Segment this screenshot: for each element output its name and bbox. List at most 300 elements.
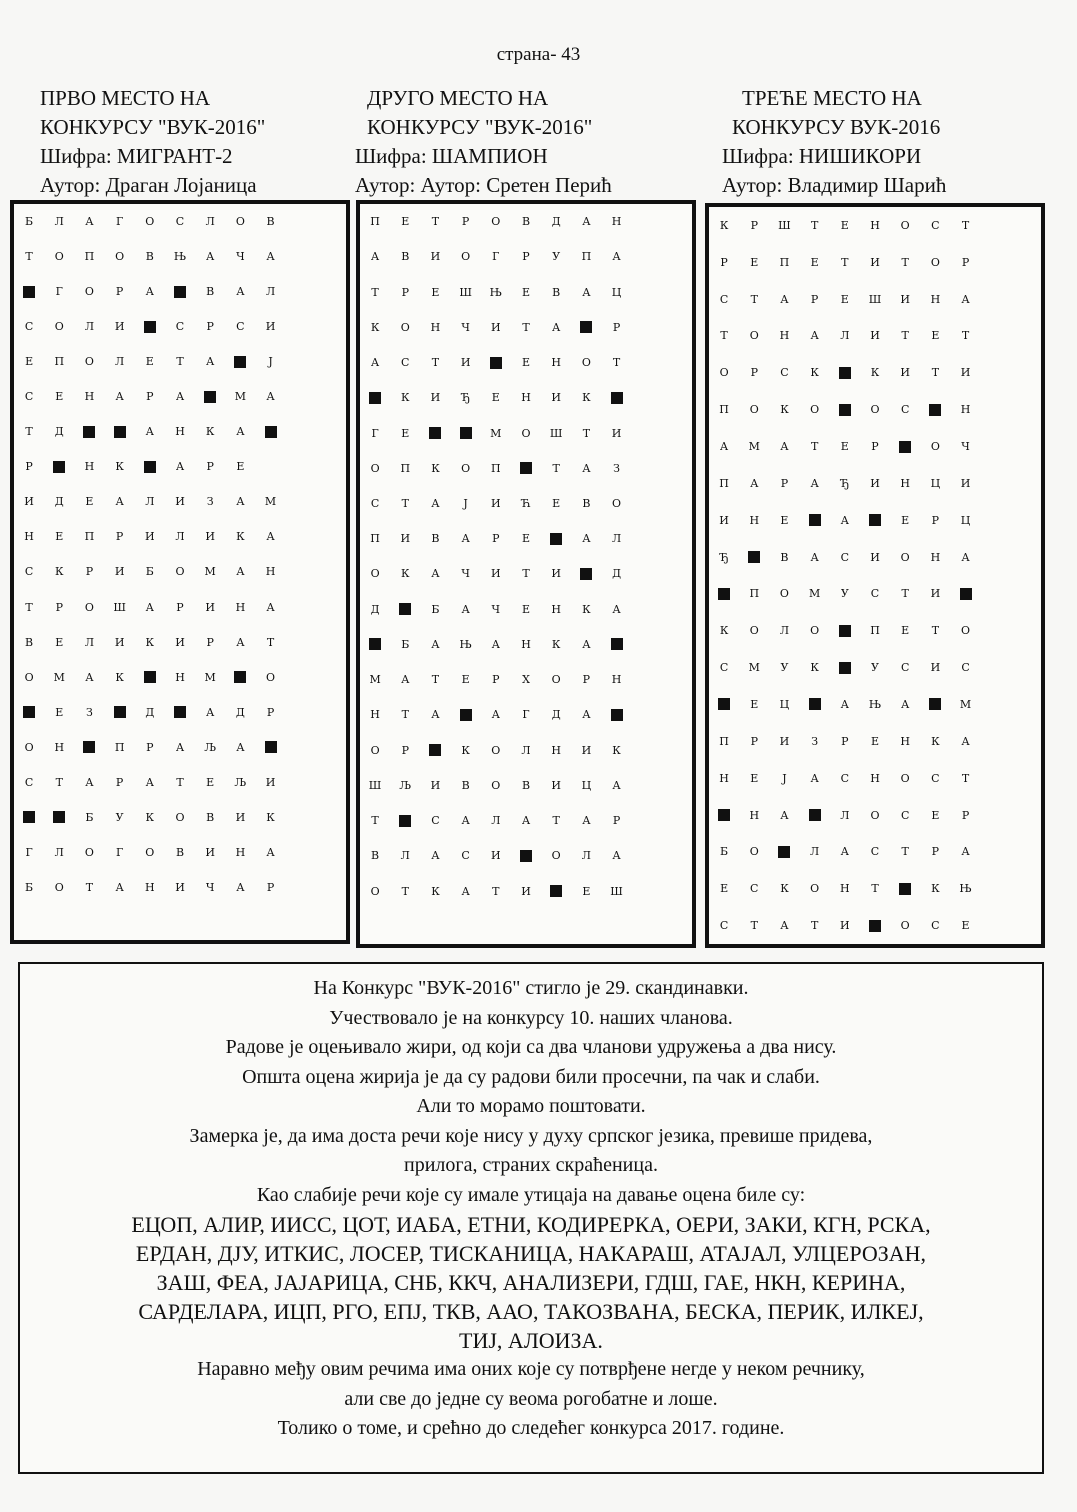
grid-cell: Т: [901, 845, 909, 859]
black-square-icon: [830, 649, 860, 686]
grid-cell: [571, 909, 601, 944]
black-square-icon: [511, 838, 541, 873]
grid-cell: [1011, 833, 1041, 870]
third-place-header: [722, 84, 946, 200]
grid-cell: [981, 207, 1011, 244]
grid-cell: И: [521, 884, 531, 898]
grid-cell: З: [86, 705, 93, 719]
grid-cell: Р: [206, 320, 214, 334]
grid-cell: Ш: [610, 884, 623, 898]
grid-cell: [225, 905, 255, 940]
grid-cell: О: [491, 778, 501, 792]
grid-cell: О: [521, 426, 531, 440]
black-square-icon: [890, 870, 920, 907]
grid-cell: Р: [612, 320, 621, 334]
grid-cell: [286, 730, 316, 765]
grid-cell: [632, 239, 662, 274]
black-square-icon: [800, 797, 830, 834]
grid-cell: О: [491, 743, 501, 757]
grid-cell: [981, 686, 1011, 723]
grid-cell: Е: [901, 513, 910, 527]
grid-cell: И: [551, 567, 561, 581]
grid-cell: О: [24, 670, 34, 684]
grid-cell: Т: [176, 775, 184, 789]
grid-cell: О: [612, 497, 622, 511]
grid-cell: Е: [55, 635, 64, 649]
grid-cell: Е: [461, 673, 470, 687]
grid-cell: Л: [840, 329, 850, 343]
grid-cell: А: [810, 550, 819, 564]
grid-cell: [135, 905, 165, 940]
grid-cell: П: [719, 476, 729, 490]
grid-cell: Р: [461, 215, 470, 229]
grid-cell: [1011, 318, 1041, 355]
grid-cell: [632, 486, 662, 521]
grid-cell: [632, 415, 662, 450]
black-square-icon: [74, 414, 104, 449]
closing-line: Наравно међу овим речима има оних које су потврђене негде у неком речнику,: [197, 1358, 865, 1380]
grid-cell: Т: [25, 425, 33, 439]
note-line: Као слабије речи које су имале утицаја на давање оцена биле су:: [256, 1183, 806, 1206]
grid-cell: Л: [265, 285, 276, 299]
black-square-icon: [165, 695, 195, 730]
grid-cell: И: [491, 849, 501, 863]
grid-cell: Д: [54, 495, 64, 509]
black-square-icon: [739, 539, 769, 576]
grid-cell: И: [400, 532, 411, 546]
weak-words-line: ТИЈ, АЛОИЗА.: [459, 1328, 603, 1353]
black-square-icon: [360, 380, 390, 415]
grid-cell: Т: [810, 218, 819, 232]
grid-cell: В: [401, 250, 410, 264]
grid-cell: Д: [145, 705, 155, 719]
grid-cell: А: [236, 565, 245, 579]
grid-cell: Г: [371, 426, 379, 440]
grid-cell: А: [175, 740, 185, 754]
grid-cell: [981, 539, 1011, 576]
grid-cell: Т: [431, 356, 440, 370]
black-square-icon: [541, 874, 571, 909]
grid-cell: К: [205, 425, 215, 439]
grid-cell: [286, 309, 316, 344]
grid-cell: [390, 909, 420, 944]
grid-cell: О: [24, 740, 34, 754]
grid-cell: Е: [55, 705, 64, 719]
grid-cell: Н: [551, 743, 561, 757]
grid-cell: [286, 449, 316, 484]
grid-cell: И: [551, 778, 561, 792]
grid-cell: И: [870, 550, 880, 564]
grid-cell: С: [931, 218, 940, 232]
grid-cell: С: [900, 661, 910, 675]
black-square-icon: [860, 502, 890, 539]
grid-cell: А: [719, 440, 729, 454]
grid-cell: Р: [931, 513, 940, 527]
grid-cell: Н: [870, 771, 880, 785]
grid-cell: З: [811, 734, 819, 748]
black-square-icon: [225, 344, 255, 379]
black-square-icon: [74, 730, 104, 765]
grid-cell: И: [581, 743, 592, 757]
grid-cell: [632, 204, 662, 239]
black-square-icon: [135, 660, 165, 695]
page-number: страна- 43: [496, 44, 581, 65]
grid-cell: Њ: [868, 697, 882, 711]
grid-cell: Л: [810, 845, 820, 859]
grid-cell: Р: [55, 600, 63, 614]
grid-cell: А: [461, 814, 470, 828]
grid-cell: В: [431, 532, 440, 546]
grid-cell: [316, 730, 346, 765]
grid-cell: [1011, 354, 1041, 391]
grid-cell: А: [431, 567, 440, 581]
grid-cell: С: [719, 292, 729, 306]
grid-cell: А: [612, 602, 621, 616]
grid-cell: А: [582, 637, 591, 651]
grid-cell: Н: [900, 734, 910, 748]
grid-cell: Л: [145, 495, 155, 509]
grid-cell: А: [401, 673, 410, 687]
grid-cell: [286, 590, 316, 625]
grid-cell: [981, 612, 1011, 649]
grid-cell: П: [370, 532, 380, 546]
grid-cell: Е: [401, 215, 410, 229]
grid-cell: Р: [841, 734, 849, 748]
grid-cell: [662, 239, 692, 274]
grid-cell: А: [115, 495, 124, 509]
grid-cell: Л: [205, 215, 215, 229]
grid-cell: Р: [115, 285, 124, 299]
grid-cell: [632, 662, 662, 697]
grid-cell: [662, 874, 692, 909]
grid-cell: Ш: [778, 218, 791, 232]
weak-words-line: ЕРДАН, ДЈУ, ИТКИС, ЛОСЕР, ТИСКАНИЦА, НАКАРАШ, АТАЈАЛ, УЛЦЕРОЗАН,: [135, 1241, 927, 1266]
grid-cell: Т: [901, 329, 909, 343]
grid-cell: С: [780, 366, 789, 380]
grid-cell: С: [719, 661, 729, 675]
contest-notes-box: [18, 962, 1044, 1474]
grid-cell: О: [400, 320, 410, 334]
grid-cell: С: [401, 356, 410, 370]
grid-cell: Б: [145, 565, 154, 579]
grid-cell: К: [870, 366, 880, 380]
grid-cell: Ћ: [521, 497, 531, 511]
grid-cell: П: [491, 461, 501, 475]
grid-cell: Е: [431, 285, 440, 299]
grid-cell: О: [749, 329, 759, 343]
grid-cell: Р: [115, 775, 124, 789]
grid-cell: И: [175, 635, 185, 649]
grid-cell: Т: [750, 292, 758, 306]
grid-cell: А: [236, 495, 245, 509]
grid-cell: Б: [25, 880, 34, 894]
grid-cell: Т: [431, 673, 440, 687]
black-square-icon: [860, 907, 890, 944]
grid-cell: У: [115, 810, 124, 824]
grid-cell: С: [840, 550, 850, 564]
grid-cell: К: [582, 602, 591, 616]
grid-cell: А: [750, 476, 759, 490]
grid-cell: [255, 449, 285, 484]
grid-cell: [1011, 797, 1041, 834]
grid-cell: С: [24, 390, 34, 404]
grid-cell: А: [961, 550, 970, 564]
grid-cell: А: [461, 884, 470, 898]
grid-cell: К: [401, 391, 410, 405]
grid-cell: С: [961, 661, 970, 675]
grid-cell: С: [870, 587, 880, 601]
grid-cell: [1011, 686, 1041, 723]
grid-cell: И: [870, 329, 880, 343]
grid-cell: Ш: [459, 285, 472, 299]
grid-cell: П: [84, 530, 95, 544]
grid-cell: О: [749, 403, 759, 417]
grid-cell: И: [205, 600, 215, 614]
grid-cell: С: [175, 215, 185, 229]
grid-cell: [632, 874, 662, 909]
grid-cell: П: [370, 215, 380, 229]
grid-cell: К: [236, 530, 245, 544]
black-square-icon: [709, 575, 739, 612]
grid-cell: [451, 909, 481, 944]
grid-cell: О: [54, 880, 64, 894]
grid-cell: [316, 695, 346, 730]
grid-cell: [14, 905, 44, 940]
grid-cell: Е: [521, 602, 530, 616]
grid-cell: [1011, 907, 1041, 944]
grid-cell: [632, 380, 662, 415]
grid-cell: С: [431, 814, 440, 828]
grid-cell: Р: [115, 530, 124, 544]
black-square-icon: [105, 695, 135, 730]
grid-cell: [316, 449, 346, 484]
crossword-grid-first: [10, 200, 350, 944]
grid-cell: [316, 379, 346, 414]
grid-cell: С: [900, 403, 910, 417]
grid-cell: И: [265, 775, 276, 789]
grid-cell: А: [612, 250, 621, 264]
grid-cell: К: [612, 743, 621, 757]
grid-cell: Т: [582, 426, 591, 440]
grid-cell: [316, 870, 346, 905]
black-square-icon: [420, 415, 450, 450]
grid-cell: Ч: [236, 250, 245, 264]
grid-cell: Е: [720, 882, 729, 896]
grid-cell: [1011, 428, 1041, 465]
grid-cell: Т: [961, 329, 970, 343]
grid-cell: Р: [146, 740, 154, 754]
grid-cell: [316, 625, 346, 660]
black-square-icon: [601, 627, 631, 662]
grid-cell: [420, 909, 450, 944]
grid-cell: [316, 590, 346, 625]
grid-cell: [316, 905, 346, 940]
grid-cell: [286, 344, 316, 379]
grid-cell: Н: [611, 215, 622, 229]
grid-cell: А: [145, 285, 154, 299]
grid-cell: И: [430, 250, 441, 264]
grid-cell: В: [521, 778, 531, 792]
grid-cell: Ч: [461, 567, 470, 581]
grid-cell: Њ: [959, 882, 972, 896]
grid-cell: П: [581, 250, 592, 264]
grid-cell: [511, 909, 541, 944]
grid-cell: Р: [85, 565, 94, 579]
grid-cell: О: [551, 849, 561, 863]
grid-cell: И: [491, 320, 501, 334]
grid-cell: Н: [960, 403, 971, 417]
black-square-icon: [44, 800, 74, 835]
grid-cell: [662, 521, 692, 556]
grid-cell: Н: [521, 391, 531, 405]
grid-cell: В: [145, 250, 154, 264]
grid-cell: Е: [521, 285, 530, 299]
grid-cell: Ш: [868, 292, 882, 306]
grid-cell: Н: [840, 882, 850, 896]
grid-cell: К: [145, 635, 155, 649]
grid-cell: В: [206, 810, 215, 824]
grid-cell: [286, 905, 316, 940]
black-square-icon: [890, 428, 920, 465]
grid-cell: Н: [84, 390, 95, 404]
grid-cell: А: [810, 329, 819, 343]
grid-cell: А: [461, 602, 470, 616]
grid-cell: И: [205, 845, 215, 859]
grid-cell: [662, 380, 692, 415]
grid-cell: Л: [175, 530, 185, 544]
grid-cell: [632, 909, 662, 944]
grid-cell: В: [582, 497, 591, 511]
grid-cell: Л: [521, 743, 531, 757]
grid-cell: С: [870, 845, 880, 859]
grid-cell: Ј: [268, 355, 273, 369]
header-contest: КОНКУРСУ "ВУК-2016": [40, 115, 266, 139]
header-title: ПРВО МЕСТО НА: [40, 86, 211, 110]
grid-cell: И: [491, 567, 501, 581]
grid-cell: [981, 318, 1011, 355]
grid-cell: [662, 204, 692, 239]
grid-cell: А: [236, 635, 245, 649]
black-square-icon: [135, 309, 165, 344]
grid-cell: Г: [115, 215, 124, 229]
grid-cell: С: [175, 320, 185, 334]
grid-cell: А: [266, 530, 275, 544]
grid-cell: К: [582, 391, 591, 405]
header-code: Шифра: ШАМПИОН: [355, 144, 548, 168]
grid-cell: Р: [206, 635, 214, 649]
black-square-icon: [541, 521, 571, 556]
grid-cell: [662, 909, 692, 944]
grid-cell: О: [266, 670, 276, 684]
black-square-icon: [920, 686, 950, 723]
grid-cell: А: [810, 771, 819, 785]
grid-cell: А: [461, 532, 470, 546]
grid-cell: И: [930, 587, 941, 601]
grid-cell: Т: [371, 285, 379, 299]
grid-cell: У: [840, 587, 849, 601]
grid-cell: В: [780, 550, 789, 564]
header-author: Аутор: Драган Лојаница: [40, 173, 257, 197]
grid-cell: А: [582, 285, 591, 299]
grid-cell: [1011, 391, 1041, 428]
grid-cell: К: [931, 882, 940, 896]
grid-cell: Т: [961, 771, 970, 785]
grid-cell: К: [55, 565, 64, 579]
grid-cell: [662, 310, 692, 345]
grid-cell: Н: [551, 356, 561, 370]
grid-cell: А: [431, 849, 440, 863]
grid-cell: Е: [961, 919, 970, 933]
grid-cell: А: [521, 814, 531, 828]
grid-cell: К: [431, 461, 440, 475]
grid-cell: [286, 274, 316, 309]
black-square-icon: [390, 803, 420, 838]
grid-cell: М: [204, 565, 216, 579]
grid-cell: Х: [522, 673, 530, 687]
grid-cell: [74, 905, 104, 940]
grid-cell: [286, 239, 316, 274]
grid-cell: Н: [611, 673, 622, 687]
header-author: Аутор: Аутор: Сретен Перић: [355, 173, 612, 197]
grid-cell: Е: [85, 495, 94, 509]
closing-line: али све до једне су веома рогобатне и лоше.: [344, 1387, 718, 1410]
grid-cell: Ц: [779, 697, 790, 711]
second-place-header: [355, 84, 612, 200]
grid-cell: А: [236, 425, 245, 439]
grid-cell: Ч: [961, 440, 970, 454]
grid-cell: Н: [900, 476, 910, 490]
grid-cell: П: [400, 461, 411, 475]
black-square-icon: [44, 449, 74, 484]
grid-cell: О: [719, 366, 729, 380]
grid-cell: И: [430, 778, 441, 792]
grid-cell: [981, 281, 1011, 318]
grid-cell: [662, 592, 692, 627]
grid-cell: А: [85, 670, 94, 684]
grid-cell: К: [931, 734, 940, 748]
grid-cell: Е: [521, 356, 530, 370]
header-code: Шифра: НИШИКОРИ: [722, 144, 922, 168]
grid-cell: А: [370, 250, 380, 264]
grid-cell: М: [748, 440, 760, 454]
grid-cell: С: [900, 808, 910, 822]
grid-cell: Т: [931, 624, 940, 638]
grid-cell: Т: [266, 635, 275, 649]
grid-cell: Р: [266, 880, 275, 894]
grid-cell: Т: [55, 775, 63, 789]
grid-cell: О: [145, 845, 155, 859]
grid-cell: Ц: [611, 285, 622, 299]
grid-cell: И: [145, 530, 155, 544]
grid-cell: [662, 556, 692, 591]
grid-cell: Р: [266, 705, 275, 719]
black-square-icon: [800, 502, 830, 539]
black-square-icon: [601, 380, 631, 415]
grid-cell: Е: [25, 355, 34, 369]
grid-cell: П: [84, 250, 95, 264]
grid-cell: [981, 907, 1011, 944]
grid-cell: С: [24, 565, 34, 579]
grid-cell: М: [748, 661, 760, 675]
grid-cell: А: [175, 390, 185, 404]
black-square-icon: [451, 697, 481, 732]
black-square-icon: [14, 800, 44, 835]
grid-cell: [286, 379, 316, 414]
grid-cell: [632, 556, 662, 591]
grid-cell: О: [84, 600, 94, 614]
grid-cell: А: [431, 637, 440, 651]
grid-cell: [44, 905, 74, 940]
